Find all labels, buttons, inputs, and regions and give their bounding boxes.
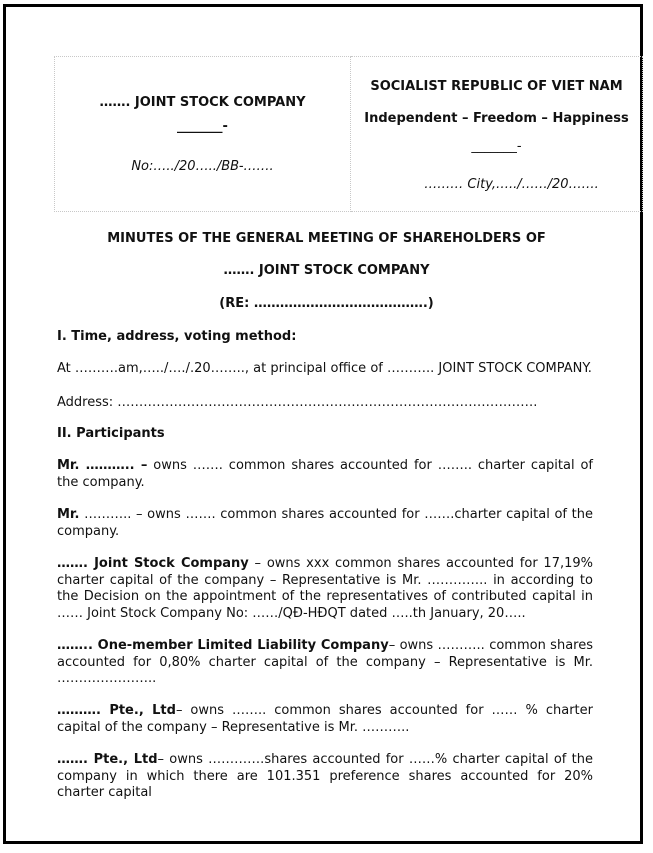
participant-text: ……….. – owns ……. common shares accounted for …….charter capital of the company. [57,507,593,539]
participant-name: Mr. [57,507,80,522]
participant-text: – owns …….. common shares accounted for …… % charter capital of the company – Representative is Mr. ……….. [57,703,593,735]
participant-name: …….. One-member Limited Liability Company [57,638,389,653]
address-line: Address: ……………………………………………………………………………………. [57,395,538,410]
participant-5 [57,703,593,736]
participant-4 [57,638,593,688]
section2-heading: II. Participants [57,426,165,441]
national-motto: Independent – Freedom – Happiness [364,111,629,126]
participant-text: – owns ………….shares accounted for ……% charter capital of the company in which there are 101.351 preference shares accounted for 20% charter capital [57,752,594,800]
participant-text: owns ……. common shares accounted for …….. charter capital of the company. [57,458,593,490]
participant-name: ………. Pte., Ltd [57,703,176,718]
header-table [54,56,643,212]
company-rule: _______- [177,119,228,134]
document-number: No:…../20…../BB-……. [131,159,274,174]
document-title-line1: MINUTES OF THE GENERAL MEETING OF SHAREHOLDERS OF [107,231,546,246]
participant-name: ……. Joint Stock Company [57,556,249,571]
document-title-re: (RE: ………………………………….) [219,296,434,311]
participant-text: – owns xxx common shares accounted for 17,19% charter capital of the company – Representative is Mr. ………….. in according to the Decision on the appointment of the representatives of contributed capital in …… Joint Stock Company No: ……/QĐ-HĐQT dated …..th January, 20….. [57,556,593,621]
time-line: At ……….am,…../…./.20…….., at principal office of ……….. JOINT STOCK COMPANY. [57,361,592,376]
participant-text: – owns ……….. common shares accounted for 0,80% charter capital of the company – Representative is Mr. ………………….. [57,638,593,686]
motto-rule: _______- [471,139,522,154]
header-right-cell [351,56,643,212]
document-title-line2: ……. JOINT STOCK COMPANY [223,263,430,278]
participant-3 [57,556,593,622]
participant-2 [57,507,593,540]
republic-name: SOCIALIST REPUBLIC OF VIET NAM [370,79,623,94]
company-name: ……. JOINT STOCK COMPANY [99,95,306,110]
header-left-cell [54,56,351,212]
place-date: ……… City,…../……/20……. [424,177,599,192]
section1-heading: I. Time, address, voting method: [57,329,297,344]
participant-1 [57,458,593,491]
participant-name: ……. Pte., Ltd [57,752,158,767]
participant-name: Mr. ……….. – [57,458,148,473]
participant-6 [57,752,593,802]
